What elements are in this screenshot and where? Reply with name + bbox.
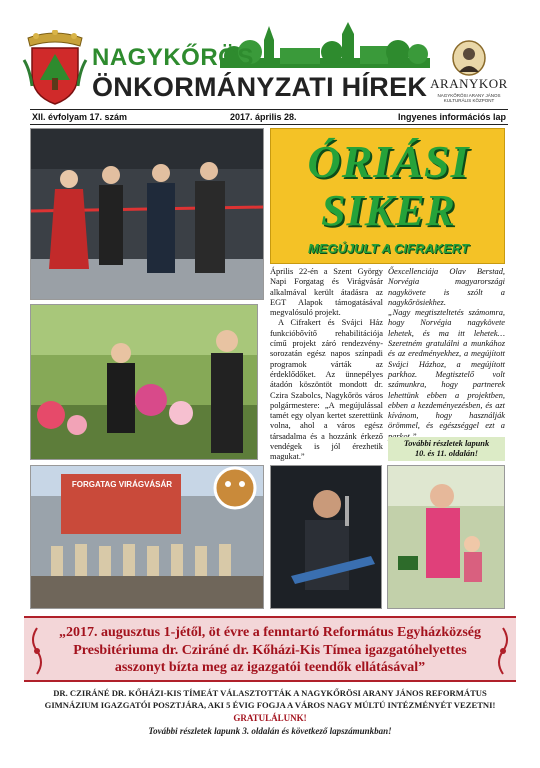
article-paragraph: „Nagy megtiszteltetés számomra, hogy Norvégia nagykövete lehetek, és ma itt lehetek… Szeretném gratulálni a munkához és az eredményekhez, a megújított Svájci Házhoz, a megújított parkhoz. Megtisztelő volt számunkra, hogy partnerek lehettünk ebben a projektben, ebben a kezdeményezésben, és azt kívánom, hogy használják örömmel, és egészséggel ezt a <box>388 308 505 431</box>
aranykor-name: ARANYKOR <box>430 76 508 91</box>
announcement-note-line-1: DR. CZIRÁNÉ DR. KŐHÁZI-KIS TÍMEÁT VÁLASZTOTTÁK A NAGYKŐRÖSI ARANY JÁNOS REFORMÁTUS <box>53 688 487 698</box>
more-details-line-2: 10. és 11. oldalán! <box>414 449 479 458</box>
announcement-section <box>24 616 516 766</box>
announcement-more-details: További részletek lapunk 3. oldalán és következő lapszámunkban! <box>148 726 392 736</box>
headline-line-2: SIKER <box>321 186 456 235</box>
announcement-quote: „2017. augusztus 1-jétől, öt évre a fenntartó Református Egyházközség Presbitériuma dr. Cziráné dr. Kőházi-Kis Tímea igazgatóhelyettes asszonyt bízta meg az igazgatói teendők ellátásával” <box>58 625 482 675</box>
stage-banner-text: FORGATAG VIRÁGVÁSÁR <box>71 480 173 489</box>
portrait-icon <box>452 40 486 76</box>
aranykor-subtitle: NAGYKŐRÖSI ARANY JÁNOS KULTURÁLIS KÖZPONT <box>437 93 501 103</box>
issue-volume: XII. évfolyam 17. szám <box>32 112 128 122</box>
coat-of-arms-icon <box>22 30 88 106</box>
woman-with-child-photo <box>387 465 505 609</box>
congratulations-text: GRATULÁLUNK! <box>233 713 307 723</box>
flower-market-photo <box>30 304 258 460</box>
article-paragraph: Őexcellenciája Olav Berstad, Norvégia magyarországi nagykövete is szólt a nagykőrösiekhez. <box>388 267 505 307</box>
ribbon-cutting-photo <box>30 128 264 300</box>
masthead <box>0 0 540 108</box>
announcement-quote-box <box>24 616 516 682</box>
issue-info-bar <box>30 109 508 125</box>
singer-photo <box>270 465 382 609</box>
more-details-line-1: További részletek lapunk <box>403 439 490 448</box>
issue-date: 2017. április 28. <box>230 112 297 122</box>
article-paragraph: A Cifrakert és Svájci Ház funkcióbővítő rehabilitációja című projekt záró rendezvény-sorozatán egész napos színpadi programok várták az érdeklődőket. Az ünnepélyes átadón köszöntöt mondott dr. Czira Szabolcs, Nagykőrös város polgármestere: „A megújulással tamét egy olyan kertet szerettünk volna, ahol a város egész társadalma és a hozzánk érkező vendégek is jól érezhetik magukat.” <box>270 318 383 462</box>
headline-line-1: ÓRIÁSI <box>307 136 470 187</box>
article-paragraph: Április 22-én a Szent György Napi Forgatag és Virágvásár alkalmával került átadásra az EGT Alapok támogatásával megvalósuló projekt. <box>270 267 383 318</box>
town-name: NAGYKŐRÖS <box>92 44 254 71</box>
ornament-icon <box>28 626 46 676</box>
newspaper-title: ÖNKORMÁNYZATI HÍREK <box>92 72 428 102</box>
stage-dancers-photo <box>30 465 264 609</box>
issue-distribution: Ingyenes információs lap <box>397 112 506 122</box>
announcement-note-line-2: GIMNÁZIUM IGAZGATÓI POSZTJÁRA, AKI 5 ÉVIG FOGJA A VÁROS NAGY MÚLTÚ INTÉZMÉNYÉT VEZETNI! <box>44 700 496 710</box>
aranykor-logo <box>428 40 510 102</box>
ornament-icon <box>494 626 512 676</box>
article-column-right <box>388 267 505 442</box>
headline-subtitle: MEGÚJULT A CIFRAKERT <box>307 241 470 256</box>
article-column-middle <box>270 267 383 463</box>
more-details-box <box>388 437 505 461</box>
headline-box <box>270 128 505 264</box>
